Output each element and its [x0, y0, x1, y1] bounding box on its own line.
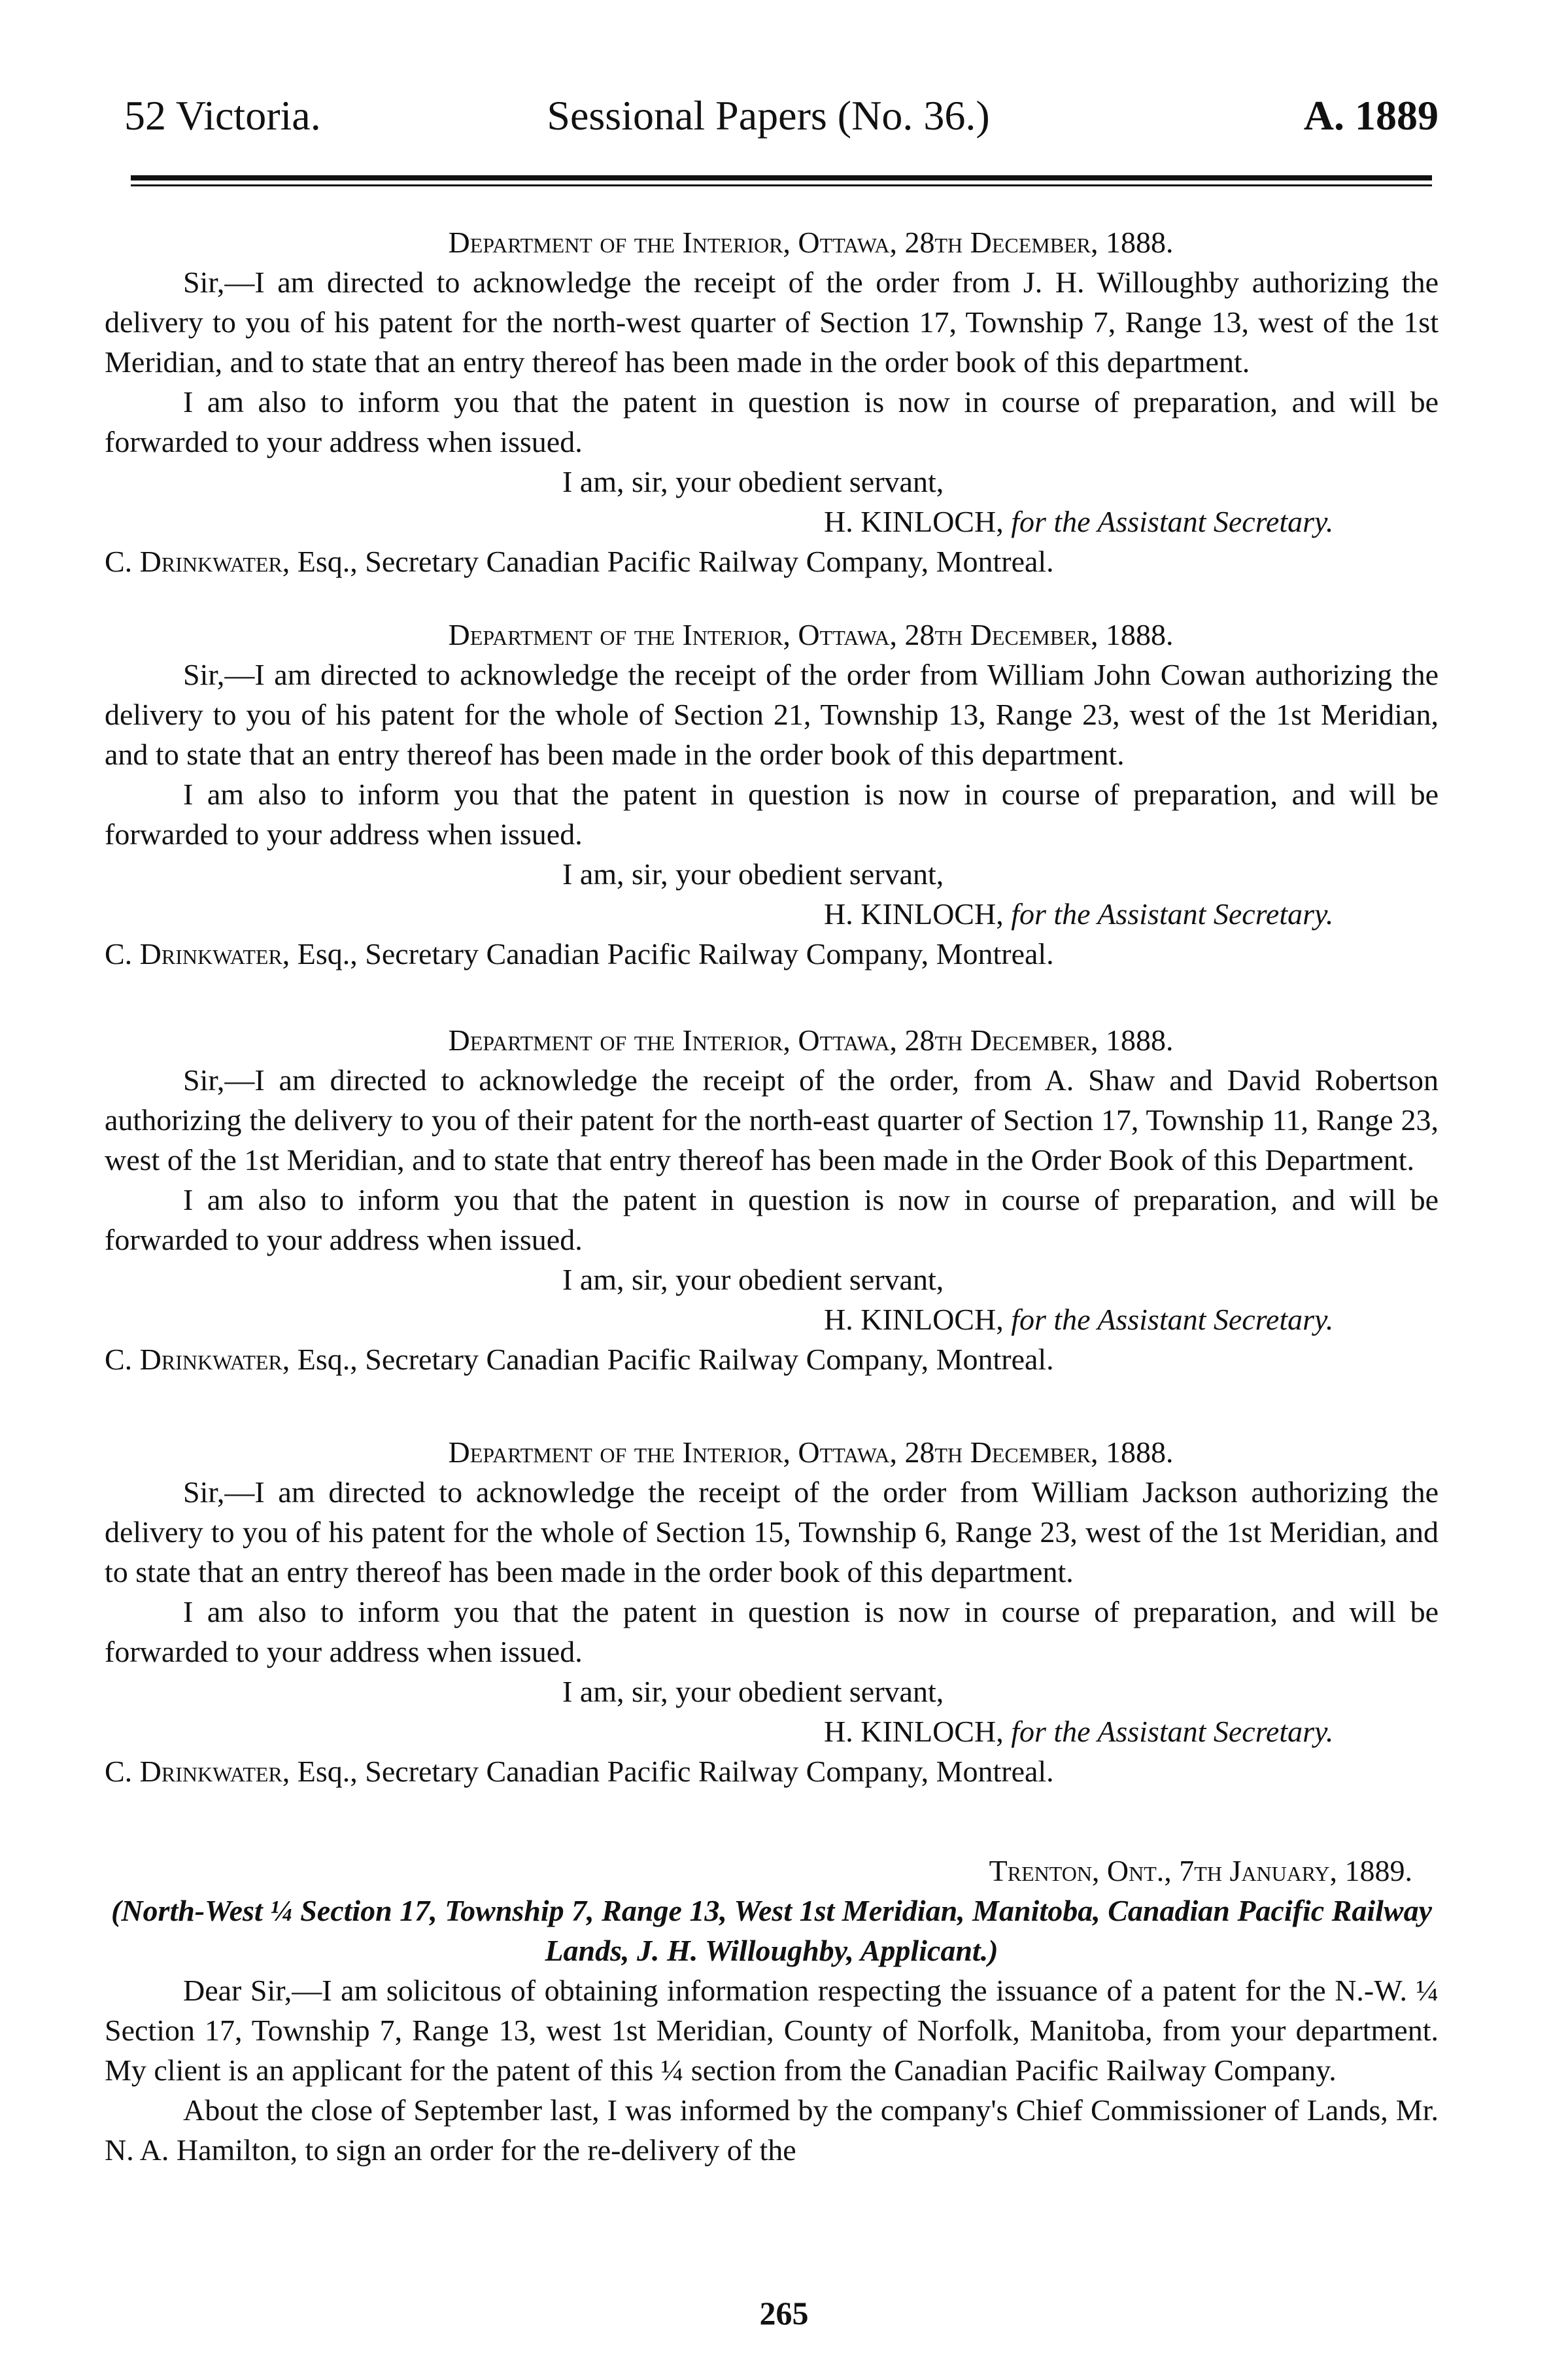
header-title: Sessional Papers (No. 36.) — [547, 92, 990, 139]
letter-5 — [105, 1851, 1439, 2170]
letter-paragraph: I am also to inform you that the patent in question is now in course of preparation, and will be forwarded to your address when issued. — [105, 1595, 1439, 1668]
addressee-name: C. Drinkwater, — [105, 937, 290, 970]
addressee-detail: Esq., Secretary Canadian Pacific Railway Company, Montreal. — [297, 545, 1054, 578]
letter-paragraph: I am also to inform you that the patent in question is now in course of preparation, and will be forwarded to your address when issued. — [105, 1183, 1439, 1256]
signer-name: H. KINLOCH, — [824, 1303, 1004, 1336]
letter-closing: I am, sir, your obedient servant, — [562, 857, 944, 891]
letter-paragraph: Sir,—I am directed to acknowledge the receipt of the order from William Jackson authorizing the delivery to you of his patent for the whole of Section 15, Township 6, Range 23, west of the 1st Meridian, and to state that an entry thereof has been made in the order book of this department. — [105, 1475, 1439, 1589]
letter-signature — [105, 1299, 1439, 1339]
letter-addressee — [105, 541, 1439, 581]
letter-dateline: Department of the Interior, Ottawa, 28th December, 1888. — [448, 226, 1174, 259]
addressee-name: C. Drinkwater, — [105, 1343, 290, 1376]
page-number: 265 — [759, 2295, 809, 2331]
letter-paragraph: Dear Sir,—I am solicitous of obtaining information respecting the issuance of a patent for the N.-W. ¼ Section 17, Township 7, Range 13, west 1st Meridian, County of Norfolk, Manitoba, from your department. My client is an applicant for the patent of this ¼ section from the Canadian Pacific Railway Company. — [105, 1974, 1439, 2087]
signer-name: H. KINLOCH, — [824, 505, 1004, 538]
letter-paragraph: Sir,—I am directed to acknowledge the receipt of the order from William John Cowan authorizing the delivery to you of his patent for the whole of Section 21, Township 13, Range 23, west of the 1st Meridian, and to state that an entry thereof has been made in the order book of this department. — [105, 658, 1439, 771]
header-rule-thin — [131, 184, 1432, 186]
letter-closing: I am, sir, your obedient servant, — [562, 1263, 944, 1296]
letter-dateline: Department of the Interior, Ottawa, 28th December, 1888. — [448, 1435, 1174, 1469]
letter-1 — [105, 222, 1439, 581]
letter-paragraph: I am also to inform you that the patent in question is now in course of preparation, and will be forwarded to your address when issued. — [105, 778, 1439, 851]
letter-paragraph: Sir,—I am directed to acknowledge the receipt of the order from J. H. Willoughby authorizing the delivery to you of his patent for the north-west quarter of Section 17, Township 7, Range 13, west of the 1st Meridian, and to state that an entry thereof has been made in the order book of this department. — [105, 266, 1439, 379]
letter-paragraph: About the close of September last, I was informed by the company's Chief Commissioner of Lands, Mr. N. A. Hamilton, to sign an order for the re-delivery of the — [105, 2093, 1439, 2167]
letter-paragraph: I am also to inform you that the patent in question is now in course of preparation, and will be forwarded to your address when issued. — [105, 385, 1439, 458]
letter-closing: I am, sir, your obedient servant, — [562, 465, 944, 498]
letter-dateline: Department of the Interior, Ottawa, 28th December, 1888. — [448, 618, 1174, 651]
letter-signature — [105, 502, 1439, 541]
letter-caption: (North-West ¼ Section 17, Township 7, Range 13, West 1st Meridian, Manitoba, Canadian Pacific Railway Lands, J. H. Willoughby, Applicant.) — [111, 1894, 1432, 1967]
letter-4 — [105, 1432, 1439, 1791]
letter-dateline: Trenton, Ont., 7th January, 1889. — [989, 1854, 1412, 1887]
letter-2 — [105, 615, 1439, 974]
signer-title: for the Assistant Secretary. — [1011, 1715, 1334, 1748]
letter-3 — [105, 1020, 1439, 1379]
letter-addressee — [105, 1751, 1439, 1791]
addressee-detail: Esq., Secretary Canadian Pacific Railway Company, Montreal. — [297, 1343, 1054, 1376]
header-volume: 52 Victoria. — [124, 92, 321, 139]
addressee-name: C. Drinkwater, — [105, 1755, 290, 1788]
letter-addressee — [105, 1339, 1439, 1379]
signer-name: H. KINLOCH, — [824, 1715, 1004, 1748]
signer-name: H. KINLOCH, — [824, 897, 1004, 931]
signer-title: for the Assistant Secretary. — [1011, 505, 1334, 538]
signer-title: for the Assistant Secretary. — [1011, 1303, 1334, 1336]
signer-title: for the Assistant Secretary. — [1011, 897, 1334, 931]
running-header — [98, 92, 1439, 150]
addressee-detail: Esq., Secretary Canadian Pacific Railway Company, Montreal. — [297, 1755, 1054, 1788]
letter-dateline: Department of the Interior, Ottawa, 28th December, 1888. — [448, 1023, 1174, 1057]
letter-closing: I am, sir, your obedient servant, — [562, 1675, 944, 1708]
header-rule-thick — [131, 175, 1432, 180]
header-year: A. 1889 — [1303, 92, 1439, 139]
letter-signature — [105, 1711, 1439, 1751]
letter-addressee — [105, 934, 1439, 974]
letter-signature — [105, 894, 1439, 934]
addressee-detail: Esq., Secretary Canadian Pacific Railway Company, Montreal. — [297, 937, 1054, 970]
letter-paragraph: Sir,—I am directed to acknowledge the receipt of the order, from A. Shaw and David Robertson authorizing the delivery to you of their patent for the north-east quarter of Section 17, Township 11, Range 23, west of the 1st Meridian, and to state that entry thereof has been made in the Order Book of this Department. — [105, 1063, 1439, 1176]
addressee-name: C. Drinkwater, — [105, 545, 290, 578]
